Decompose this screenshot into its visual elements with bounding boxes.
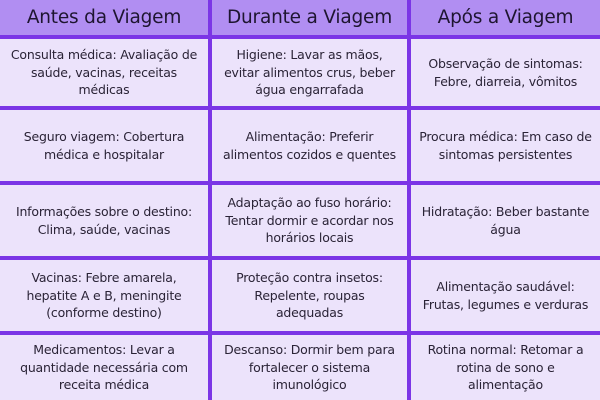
table-cell: Medicamentos: Levar a quantidade necessária com receita médica xyxy=(0,333,210,400)
header-after-trip: Após a Viagem xyxy=(409,0,600,37)
table-cell: Procura médica: Em caso de sintomas persistentes xyxy=(409,108,600,183)
header-before-trip: Antes da Viagem xyxy=(0,0,210,37)
table-cell: Rotina normal: Retomar a rotina de sono e alimentação xyxy=(409,333,600,400)
table-cell: Vacinas: Febre amarela, hepatite A e B, meningite (conforme destino) xyxy=(0,258,210,333)
table-cell: Descanso: Dormir bem para fortalecer o sistema imunológico xyxy=(210,333,409,400)
table-cell: Hidratação: Beber bastante água xyxy=(409,183,600,258)
header-during-trip: Durante a Viagem xyxy=(210,0,409,37)
table-cell: Seguro viagem: Cobertura médica e hospitalar xyxy=(0,108,210,183)
table-cell: Alimentação: Preferir alimentos cozidos e quentes xyxy=(210,108,409,183)
table-cell: Higiene: Lavar as mãos, evitar alimentos crus, beber água engarrafada xyxy=(210,37,409,108)
table-cell: Adaptação ao fuso horário: Tentar dormir e acordar nos horários locais xyxy=(210,183,409,258)
table-cell: Observação de sintomas: Febre, diarreia, vômitos xyxy=(409,37,600,108)
table-cell: Consulta médica: Avaliação de saúde, vacinas, receitas médicas xyxy=(0,37,210,108)
table-cell: Proteção contra insetos: Repelente, roupas adequadas xyxy=(210,258,409,333)
table-cell: Alimentação saudável: Frutas, legumes e verduras xyxy=(409,258,600,333)
table-cell: Informações sobre o destino: Clima, saúde, vacinas xyxy=(0,183,210,258)
